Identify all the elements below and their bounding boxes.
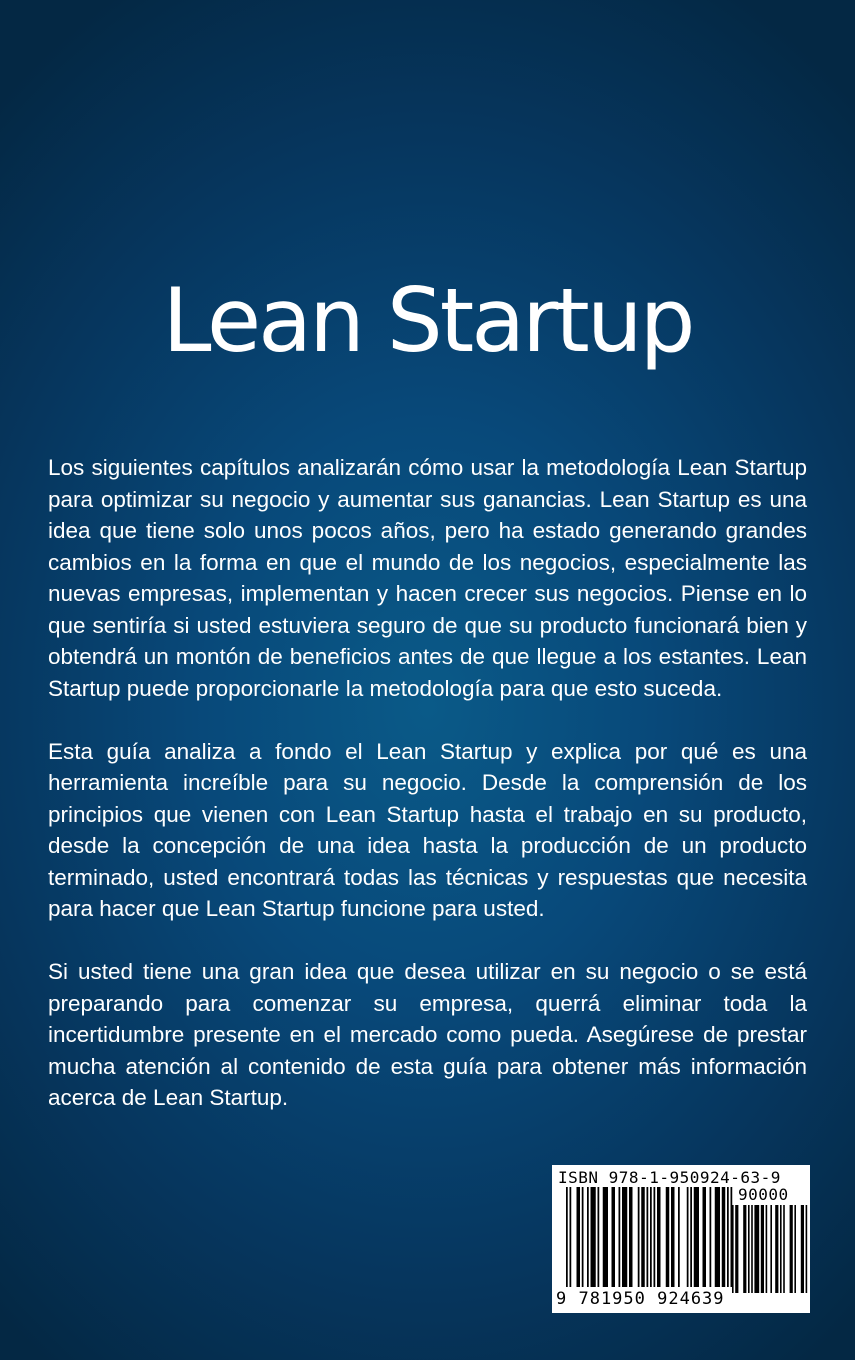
blurb-paragraph-2: Esta guía analiza a fondo el Lean Startup y explica por qué es una herramienta increíble para su negocio. Desde la comprensión de los principios que vienen con Lean Startup hasta el trabajo en su producto, desde la concepción de una idea hasta la producción de un producto terminado, usted encontrará todas las técnicas y respuestas que necesita para hacer que Lean Startup funcione para usted. (48, 738, 807, 921)
price-code: 90000 (738, 1185, 789, 1204)
isbn-label: ISBN 978-1-950924-63-9 (558, 1168, 781, 1187)
blurb-paragraph-3: Si usted tiene una gran idea que desea utilizar en su negocio o se está preparando para comenzar su empresa, querrá eliminar toda la incertidumbre presente en el mercado como pueda. Asegúrese de prestar mucha atención al contenido de esta guía para obtener más información acerca de Lean Startup. (48, 959, 807, 1110)
blurb-paragraph-1: Los siguientes capítulos analizarán cómo usar la metodología Lean Startup para optimizar su negocio y aumentar sus ganancias. Lean Startup es una idea que tiene solo unos pocos años, pero ha estado generando grandes cambios en la forma en que el mundo de los negocios, especialmente las nuevas empresas, implementan y hacen crecer sus negocios. Piense en lo que sentiría si usted estuviera seguro de que su producto funcionará bien y obtendrá un montón de beneficios antes de que llegue a los estantes. Lean Startup puede proporcionarle la metodología para que esto suceda. (48, 455, 807, 701)
isbn-barcode (552, 1165, 810, 1313)
book-title: Lean Startup (162, 269, 693, 372)
blurb-text (48, 452, 807, 1145)
ean-digits: 9 781950 924639 (556, 1289, 725, 1309)
